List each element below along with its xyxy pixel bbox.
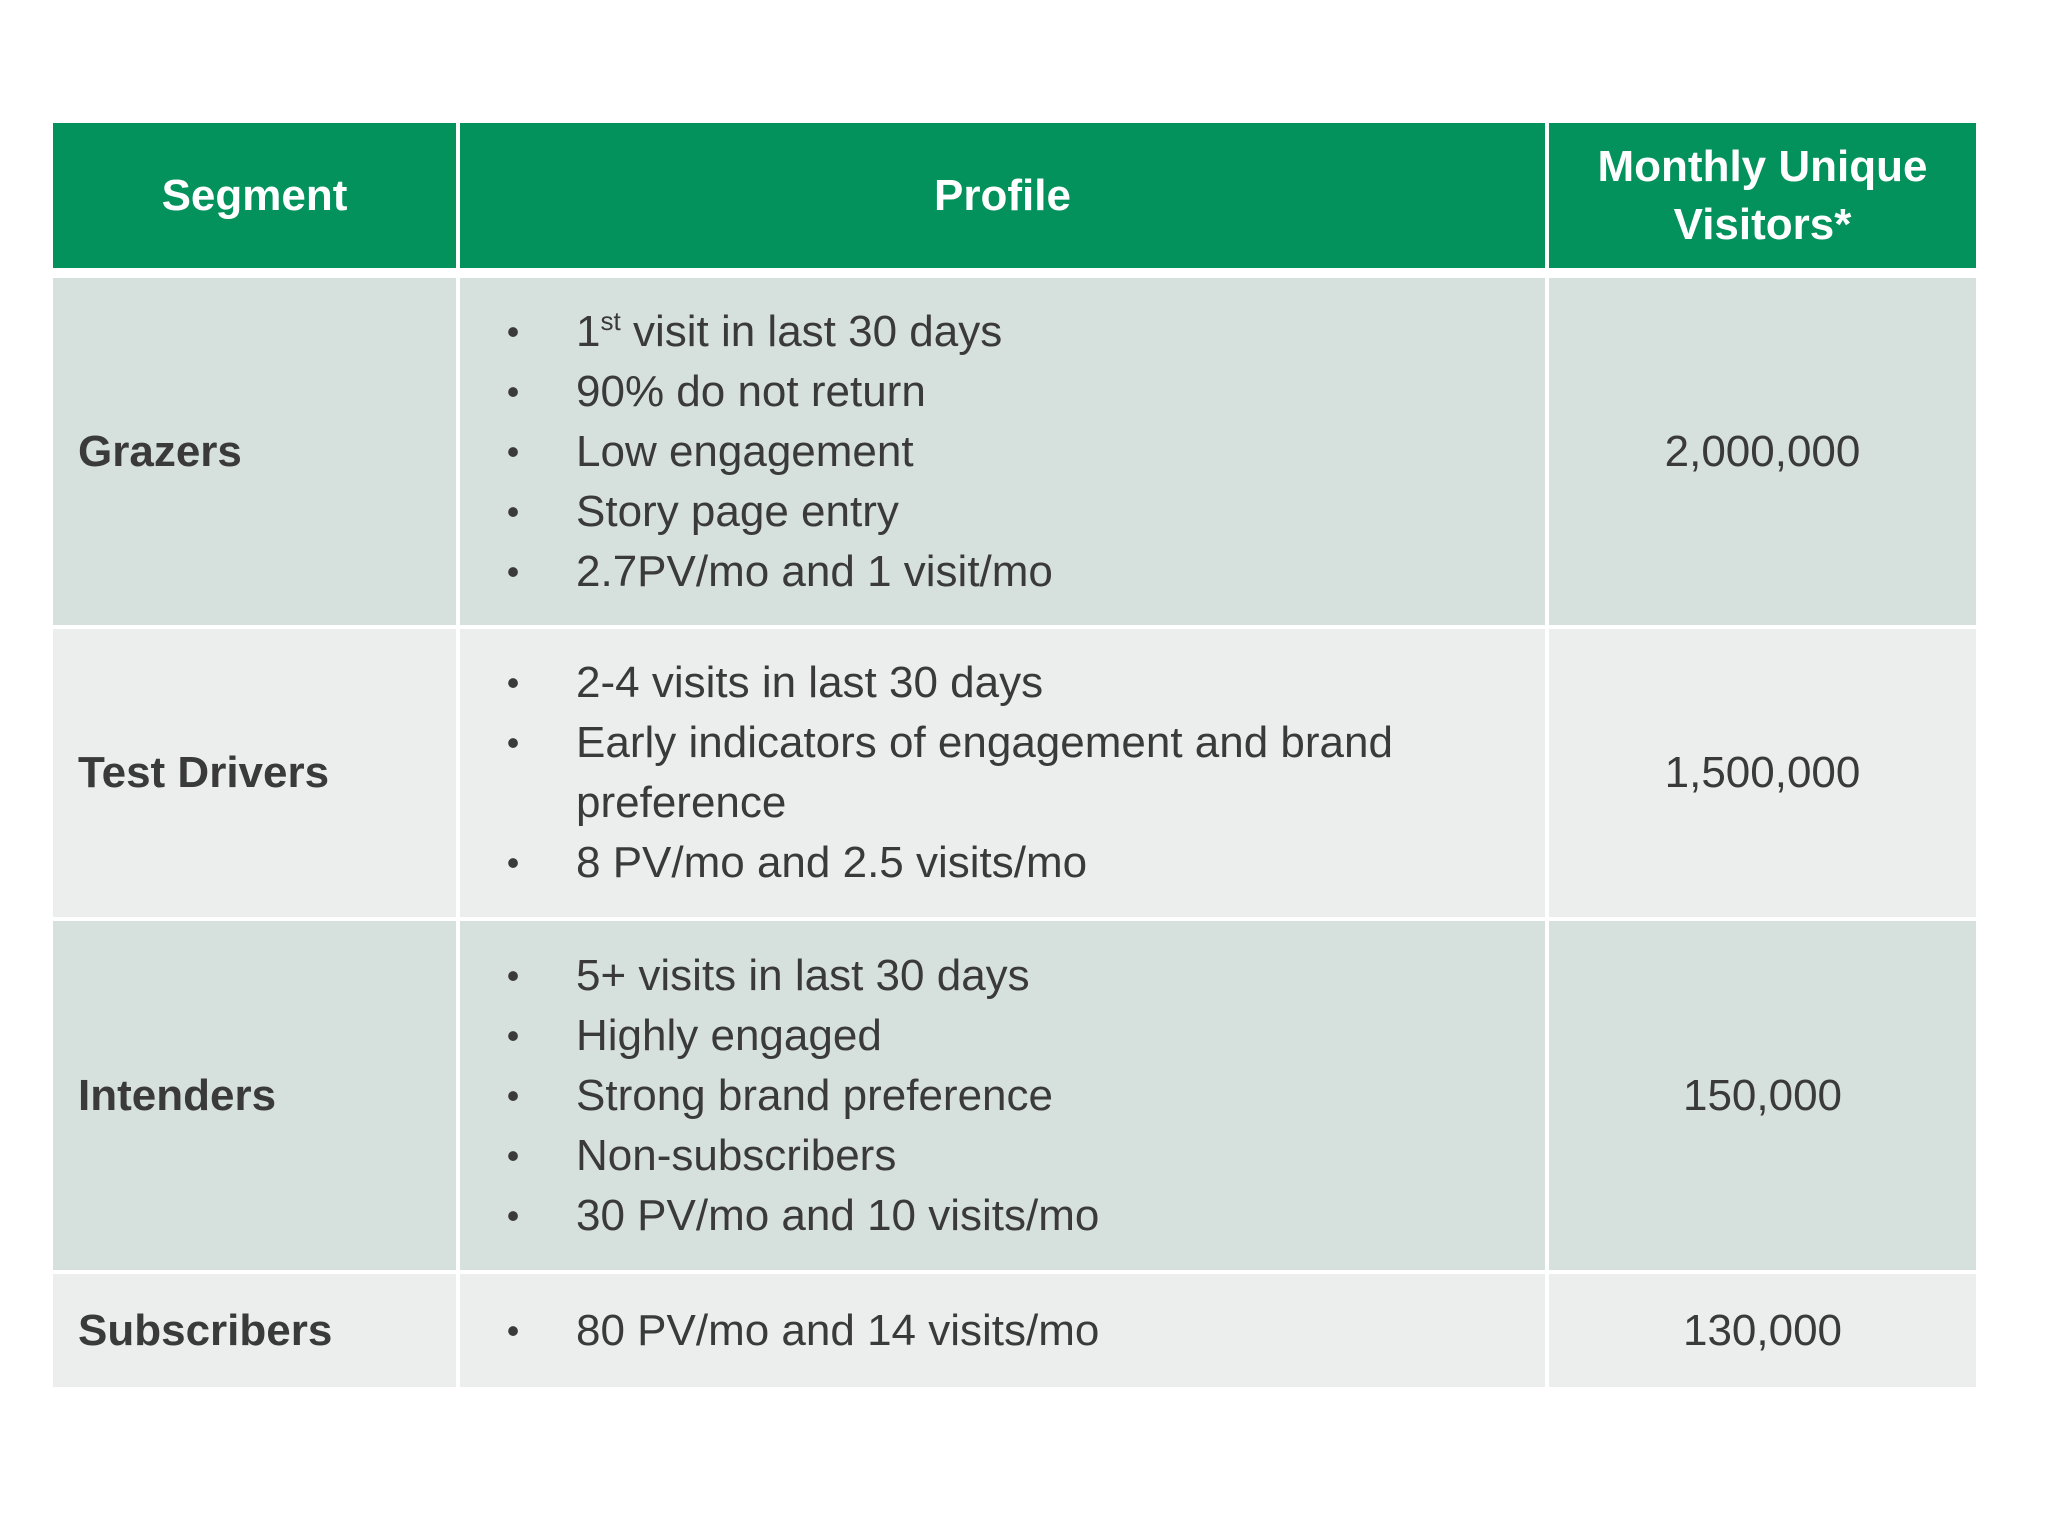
profile-item-superscript: st [600,305,621,336]
visitors-value: 2,000,000 [1664,426,1861,476]
profile-item [498,422,1053,482]
visitors-value: 130,000 [1682,1305,1843,1355]
profile-list [498,1301,1099,1361]
profile-item-text: 90% do not return [576,366,926,416]
profile-item [498,1301,1099,1361]
profile-cell [460,629,1549,921]
profile-item-text: 80 PV/mo and 14 visits/mo [576,1305,1100,1355]
profile-item [498,653,1525,713]
segment-cell [53,629,460,921]
header-segment [53,123,460,278]
header-segment-label: Segment [161,170,348,220]
profile-item-text: 2-4 visits in last 30 days [576,658,1044,707]
bullet-icon: • [506,722,520,763]
profile-item-text: Low engagement [576,426,914,476]
visitors-value: 150,000 [1682,1070,1843,1120]
bullet-icon: • [506,370,520,412]
profile-item-text: 30 PV/mo and 10 visits/mo [576,1190,1100,1240]
profile-item [498,302,1053,362]
bullet-icon: • [506,490,520,532]
profile-item [498,713,1525,833]
bullet-icon: • [506,1014,520,1056]
profile-list [498,302,1053,602]
bullet-icon: • [506,1134,520,1176]
visitors-cell [1549,629,1976,921]
header-visitors-line2: Visitors* [1673,199,1852,249]
profile-cell [460,1274,1549,1387]
visitors-cell [1549,921,1976,1274]
segment-cell [53,1274,460,1387]
profile-item-text: Non-subscribers [576,1130,897,1180]
profile-list [498,653,1525,893]
bullet-icon: • [506,954,520,996]
profile-cell [460,278,1549,629]
profile-item-text: 2.7PV/mo and 1 visit/mo [576,546,1053,596]
profile-item-text-pre: 1 [576,306,601,356]
profile-item-text: Story page entry [576,486,899,536]
profile-item [498,362,1053,422]
visitors-value: 1,500,000 [1664,748,1861,797]
header-profile-label: Profile [934,170,1071,220]
bullet-icon: • [506,1194,520,1236]
segment-label: Test Drivers [78,748,330,797]
profile-item [498,1186,1099,1246]
segment-cell [53,921,460,1274]
header-profile [460,123,1549,278]
segment-label: Intenders [78,1070,277,1120]
segment-cell [53,278,460,629]
segment-label: Grazers [78,426,242,476]
profile-item-text: Early indicators of engagement and brand preference [576,718,1393,827]
profile-item [498,482,1053,542]
bullet-icon: • [506,842,520,883]
profile-item-text: Strong brand preference [576,1070,1053,1120]
bullet-icon: • [506,1074,520,1116]
profile-cell [460,921,1549,1274]
profile-item-text: 8 PV/mo and 2.5 visits/mo [576,838,1088,887]
bullet-icon: • [506,662,520,703]
profile-item-text-post: visit in last 30 days [620,306,1003,356]
profile-item [498,542,1053,602]
bullet-icon: • [506,1309,520,1351]
profile-item [498,1126,1099,1186]
header-visitors-label [1598,138,1928,252]
bullet-icon: • [506,550,520,592]
segment-table [53,123,1976,1387]
header-visitors-line1: Monthly Unique [1597,142,1928,192]
bullet-icon: • [506,430,520,472]
bullet-icon: • [506,310,520,352]
header-visitors [1549,123,1976,278]
visitors-cell [1549,278,1976,629]
segment-label: Subscribers [78,1305,333,1355]
profile-item [498,1066,1099,1126]
profile-list [498,946,1099,1246]
profile-item [498,946,1099,1006]
profile-item [498,1006,1099,1066]
visitors-cell [1549,1274,1976,1387]
profile-item [498,833,1525,893]
profile-item-text: Highly engaged [576,1010,882,1060]
profile-item-text: 5+ visits in last 30 days [576,950,1030,1000]
